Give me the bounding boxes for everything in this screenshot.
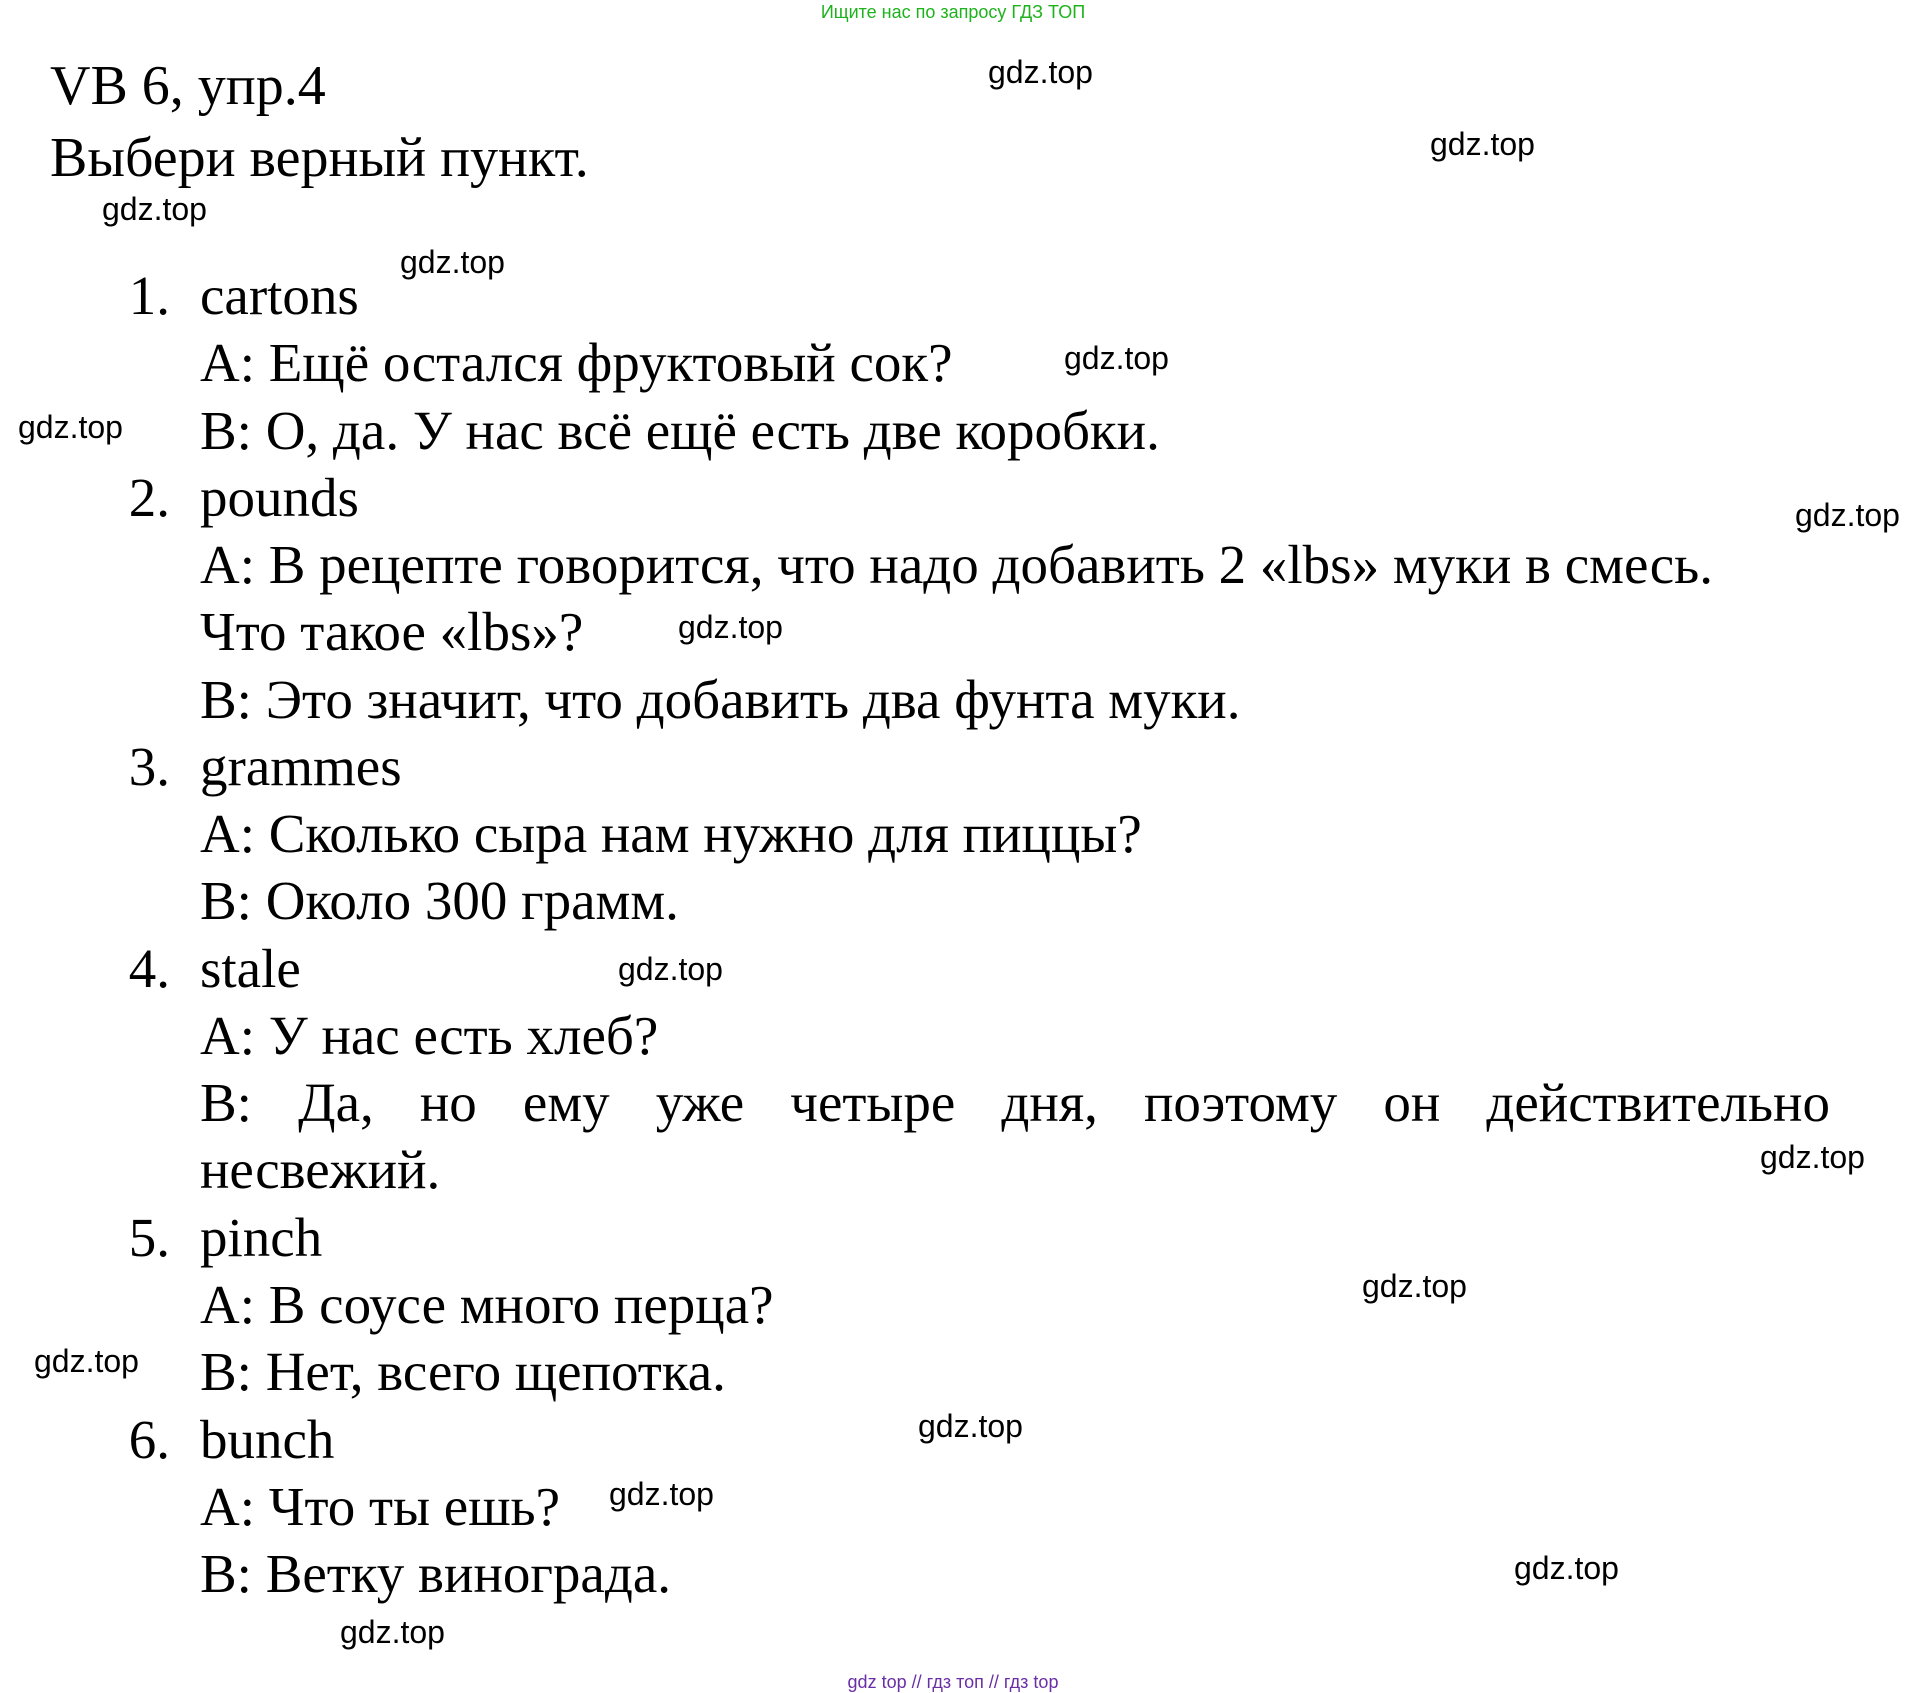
task-instruction: Выбери верный пункт. xyxy=(50,127,589,189)
watermark: gdz.top xyxy=(340,1614,445,1650)
item-4-line-b-cont: несвежий. xyxy=(200,1139,441,1200)
item-2-line-b: B: Это значит, что добавить два фунта муки. xyxy=(200,669,1241,730)
item-4-line-b: B: Да, но ему уже четыре дня, поэтому он действительно xyxy=(200,1072,1830,1133)
watermark: gdz.top xyxy=(988,54,1093,90)
watermark: gdz.top xyxy=(18,409,123,445)
watermark: gdz.top xyxy=(609,1476,714,1512)
item-1-word: cartons xyxy=(200,265,359,326)
item-2-word: pounds xyxy=(200,467,359,528)
watermark: gdz.top xyxy=(1514,1550,1619,1586)
watermark: gdz.top xyxy=(1795,497,1900,533)
item-3-number: 3. xyxy=(128,736,170,797)
watermark: gdz.top xyxy=(400,244,505,280)
item-6-line-a: A: Что ты ешь? xyxy=(200,1476,561,1537)
watermark: gdz.top xyxy=(34,1343,139,1379)
item-1-number: 1. xyxy=(128,265,170,326)
watermark: gdz.top xyxy=(678,609,783,645)
item-3-line-a: A: Сколько сыра нам нужно для пиццы? xyxy=(200,803,1142,864)
item-5-word: pinch xyxy=(200,1207,323,1268)
watermark: gdz.top xyxy=(1064,340,1169,376)
item-4-word: stale xyxy=(200,938,301,999)
page-title: VB 6, упр.4 xyxy=(50,55,326,117)
item-1-line-a: A: Ещё остался фруктовый сок? xyxy=(200,332,953,393)
item-4-number: 4. xyxy=(128,938,170,999)
item-1-line-b: B: О, да. У нас всё ещё есть две коробки. xyxy=(200,400,1160,461)
item-2-number: 2. xyxy=(128,467,170,528)
item-2-line-a-cont: Что такое «lbs»? xyxy=(200,601,584,662)
item-5-number: 5. xyxy=(128,1207,170,1268)
item-6-word: bunch xyxy=(200,1409,335,1470)
watermark: gdz.top xyxy=(102,191,207,227)
watermark: gdz.top xyxy=(1362,1268,1467,1304)
item-2-line-a: A: В рецепте говорится, что надо добавить 2 «lbs» муки в смесь. xyxy=(200,534,1714,595)
item-3-word: grammes xyxy=(200,736,402,797)
footer-links: gdz top // гдз топ // гдз top xyxy=(847,1672,1059,1692)
item-5-line-a: A: В соусе много перца? xyxy=(200,1274,774,1335)
watermark: gdz.top xyxy=(1760,1139,1865,1175)
top-banner: Ищите нас по запросу ГДЗ ТОП xyxy=(820,2,1086,22)
watermark: gdz.top xyxy=(618,951,723,987)
item-4-line-a: A: У нас есть хлеб? xyxy=(200,1005,659,1066)
item-6-number: 6. xyxy=(128,1409,170,1470)
item-3-line-b: B: Около 300 грамм. xyxy=(200,870,679,931)
watermark: gdz.top xyxy=(1430,126,1535,162)
item-6-line-b: B: Ветку винограда. xyxy=(200,1543,671,1604)
item-5-line-b: B: Нет, всего щепотка. xyxy=(200,1341,726,1402)
watermark: gdz.top xyxy=(918,1408,1023,1444)
